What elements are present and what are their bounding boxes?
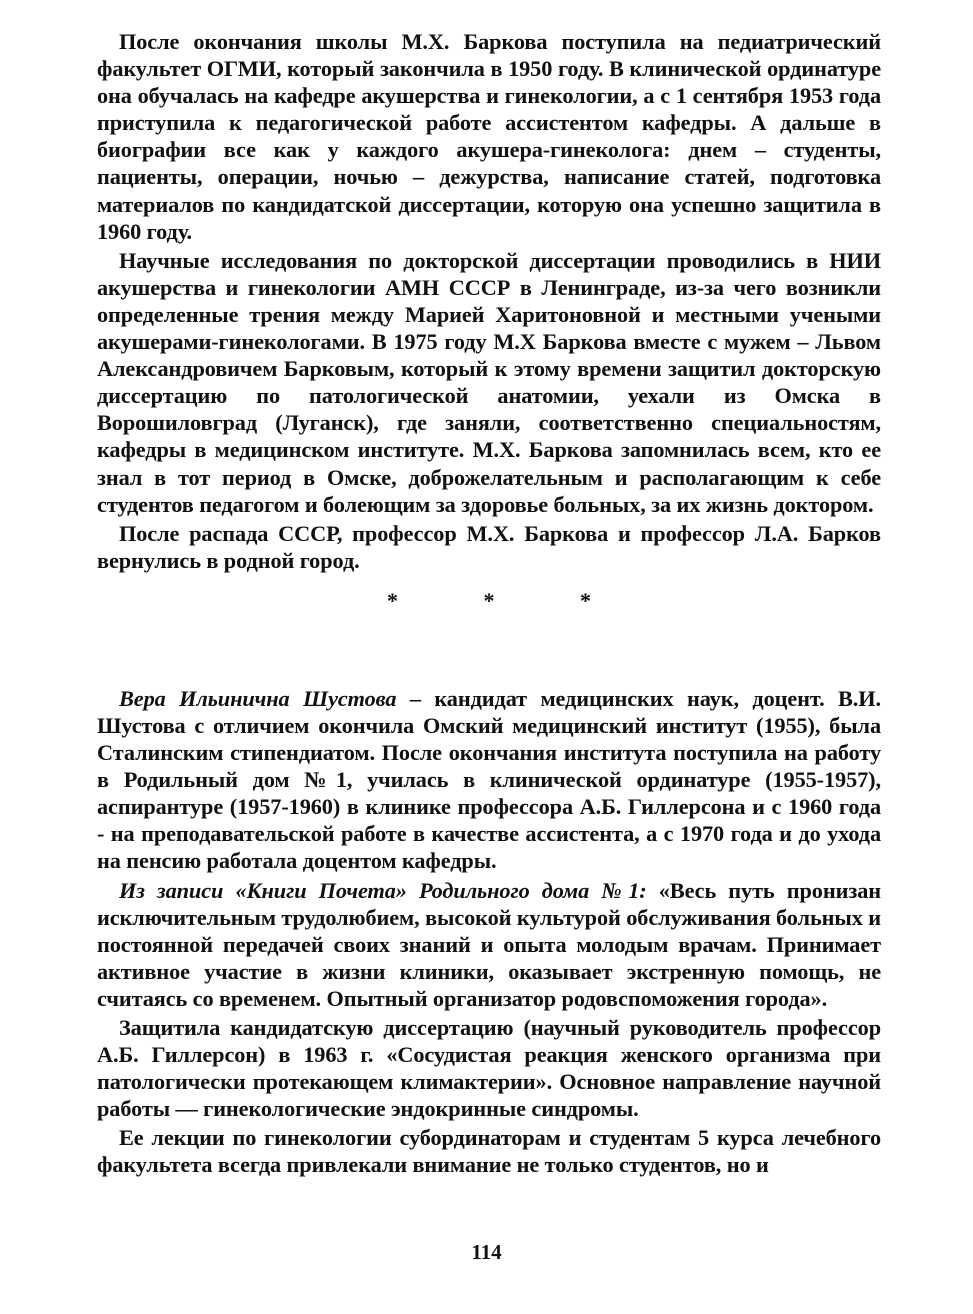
person-name: Вера Ильинична Шустова <box>119 685 397 711</box>
paragraph-lectures: Ее лекции по гинекологии субординаторам и студентам 5 курса лечебного факультета всегда привлекали внимание не только студентов, но и <box>97 1125 881 1178</box>
paragraph-research: Научные исследования по докторской диссертации проводились в НИИ акушерства и гинекологии АМН СССР в Ленинграде, из-за чего возникли определенные трения между Марией Харитоновной и местными учеными акушерами-гинекологами. В 1975 году М.Х Баркова вместе с мужем – Львом Александровичем Барковым, который к этому времени защитил докторскую диссертацию по патологической анатомии, уехали из Омска в Ворошиловград (Луганск), где заняли, соответственно специальностям, кафедры в медицинском институте. М.Х. Баркова запомнилась всем, кто ее знал в тот период в Омске, доброжелательным и располагающим к себе студентов педагогом и болеющим за здоровье больных, за их жизнь доктором. <box>97 247 881 517</box>
honor-record-lead: Из записи «Книги Почета» Родильного дома №1: <box>119 877 647 903</box>
paragraph-honor-record <box>97 877 881 1012</box>
paragraph-education: После окончания школы М.Х. Баркова поступила на педиатрический факультет ОГМИ, который закончила в 1950 году. В клинической ординатуре она обучалась на кафедре акушерства и гинекологии, а с 1 сентября 1953 года приступила к педагогической работе ассистентом кафедры. А дальше в биографии все как у каждого акушера-гинеколога: днем – студенты, пациенты, операции, ночью – дежурства, написание статей, подготовка материалов по кандидатской диссертации, которую она успешно защитила в 1960 году. <box>97 29 881 244</box>
honor-record-text: «Весь путь пронизан исключительным трудолюбием, высокой культурой обслуживания больных и постоянной передачей своих знаний и опыта молодым врачам. Принимает активное участие в жизни клиники, оказывает экстренную помощь, не считаясь со временем. Опытный организатор родовспоможения города». <box>97 877 881 1011</box>
book-page <box>97 28 881 1179</box>
paragraph-return: После распада СССР, профессор М.Х. Баркова и профессор Л.А. Барков вернулись в родной город. <box>97 520 881 573</box>
page-number: 114 <box>471 1240 502 1264</box>
bio-text: – кандидат медицинских наук, доцент. В.И. Шустова с отличием окончила Омский медицинский институт (1955), была Сталинским стипендиатом. После окончания института поступила на работу в Родильный дом №1, училась в клинической ординатуре (1955-1957), аспирантуре (1957-1960) в клинике профессора А.Б. Гиллерсона и с 1960 года - на преподавательской работе в качестве ассистента, а с 1970 года и до ухода на пенсию работала доцентом кафедры. <box>97 685 881 874</box>
paragraph-bio <box>97 685 881 875</box>
section-barkova <box>97 28 881 574</box>
section-separator: * * * <box>387 587 631 613</box>
section-shustova <box>97 685 881 1179</box>
paragraph-dissertation: Защитила кандидатскую диссертацию (научный руководитель профессор А.Б. Гиллерсон) в 1963 г. «Сосудистая реакция женского организма при патологически протекающем климактерии». Основное направление научной работы — гинекологические эндокринные синдромы. <box>97 1015 881 1122</box>
